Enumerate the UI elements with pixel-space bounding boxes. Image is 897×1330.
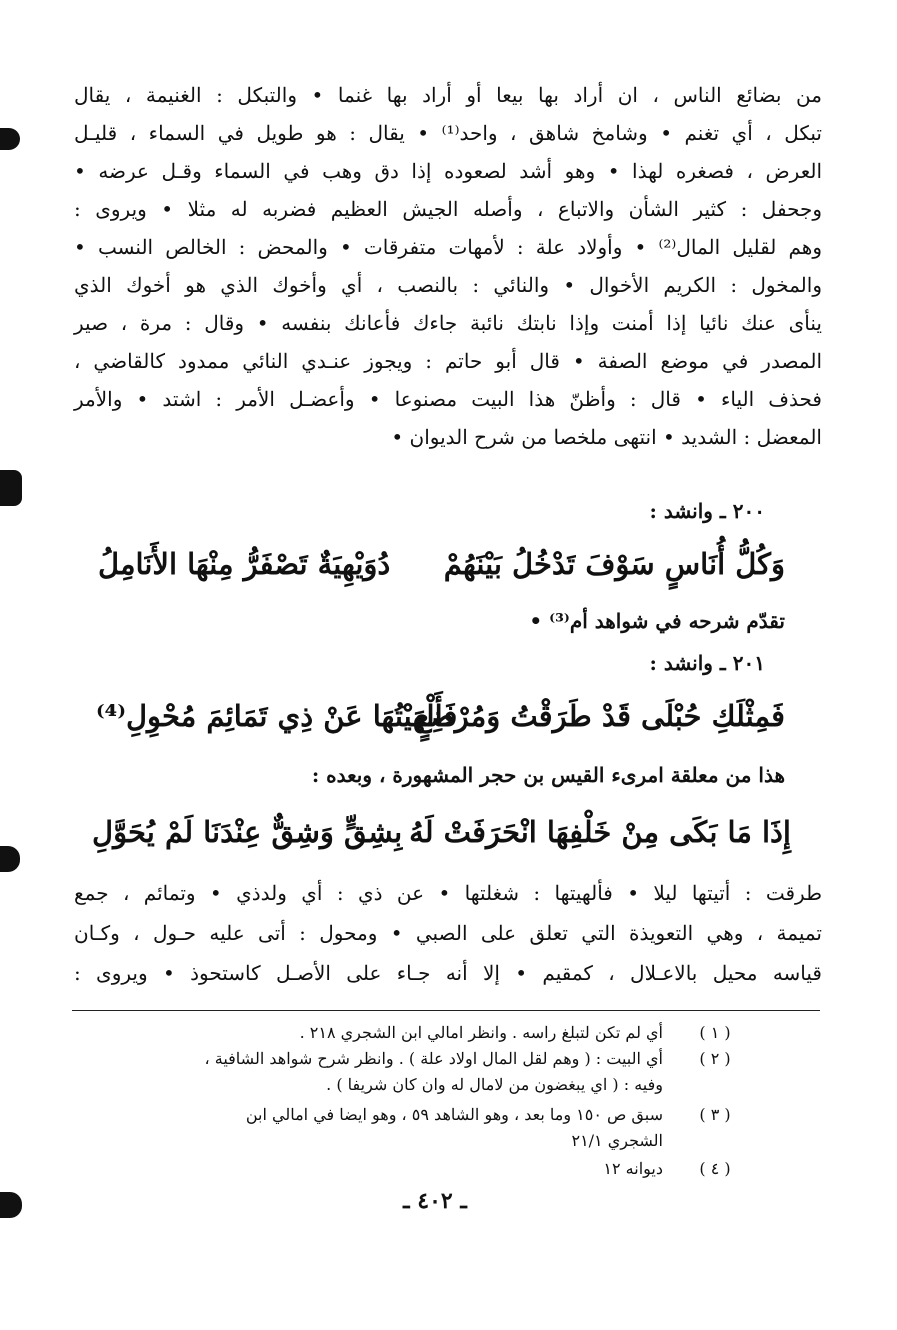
- section-heading: ٢٠٠ ـ وانشد :: [649, 499, 765, 523]
- section-heading: ٢٠١ ـ وانشد :: [649, 651, 765, 675]
- footnote-number: ( ٤ ): [699, 1159, 731, 1178]
- footnote-text: أي لم تكن لتبلغ راسه . وانظر امالي ابن الشجري ٢١٨ .: [299, 1023, 663, 1042]
- margin-mark: [0, 128, 20, 150]
- body-line: فحذف الياء • قال : وأظنّ هذا البيت مصنوعا • وأعضـل الأمر : اشتد • والأمر: [74, 387, 822, 411]
- body-line: وجحفل : كثير الشأن والاتباع ، وأصله الجيش العظيم فضربه له مثلا • ويروى :: [74, 197, 822, 221]
- gloss-line: قياسه محيل بالاعـلال ، كمقيم • إلا أنه جـاء على الأصـل كاستحوذ • ويروى :: [74, 961, 822, 985]
- body-line: والمخول : الكريم الأخوال • والنائي : بالنصب ، أي وأخوك الذي هو أخوك الذي: [74, 273, 822, 297]
- footnote-text: أي البيت : ( وهم لقل المال اولاد علة ) . وانظر شرح شواهد الشافية ،: [204, 1049, 663, 1068]
- margin-mark: [0, 1192, 22, 1218]
- gloss-line: تميمة ، وهي التعويذة التي تعلق على الصبي • ومحول : أتى عليه حـول ، وكـان: [74, 921, 822, 945]
- page-number: ـ ٤٠٢ ـ: [403, 1188, 467, 1214]
- verse-second-hemistich: دُوَيْهِيَةٌ تَصْفَرُّ مِنْهَا الأَنَامِلُ: [98, 547, 391, 581]
- margin-mark: [0, 846, 20, 872]
- footnote-number: ( ١ ): [699, 1023, 731, 1042]
- footnote-text: ديوانه ١٢: [603, 1159, 663, 1178]
- body-line: من بضائع الناس ، ان أراد بها بيعا أو أراد بها غنما • والتبكل : الغنيمة ، يقال: [74, 83, 822, 107]
- footnote-number: ( ٣ ): [699, 1105, 731, 1124]
- margin-mark: [0, 470, 22, 506]
- footnote-separator: [72, 1010, 820, 1011]
- verse-intro: هذا من معلقة امرىء القيس بن حجر المشهورة ، وبعده :: [311, 763, 785, 787]
- body-line: ينأى عنك نائيا إذا أمنت وإذا نابتك نائبة جاءك فأعانك بنفسه • وقال : مرة ، صير: [74, 311, 822, 335]
- body-line: العرض ، فصغره لهذا • وهو أشد لصعوده إذا دق وهب في السماء وقـل عرضه •: [74, 159, 822, 183]
- body-line: المصدر في موضع الصفة • قال أبو حاتم : ويجوز عنـدي النائي ممدود كالقاضي ،: [74, 349, 822, 373]
- body-line: المعضل : الشديد • انتهى ملخصا من شرح الديوان •: [391, 425, 822, 449]
- gloss-line: طرقت : أتيتها ليلا • فألهيتها : شغلتها • عن ذي : أي ولدذي • وتمائم ، جمع: [74, 881, 822, 905]
- verse-first-hemistich: وَكُلُّ أُنَاسٍ سَوْفَ تَدْخُلُ بَيْنَهُمْ: [443, 547, 785, 581]
- verse-note: تقدّم شرحه في شواهد أم⁽³⁾ •: [529, 609, 785, 633]
- body-line: وهم لقليل المال⁽²⁾ • وأولاد علة : لأمهات متفرقات • والمحض : الخالص النسب •: [74, 235, 823, 259]
- verse-first-hemistich: إِذَا مَا بَكَى مِنْ خَلْفِهَا انْحَرَفَتْ لَهُ: [409, 815, 791, 849]
- footnote-text: الشجري ٢١/١: [571, 1131, 663, 1150]
- footnote-text: سبق ص ١٥٠ وما بعد ، وهو الشاهد ٥٩ ، وهو ايضا في امالي ابن: [245, 1105, 663, 1124]
- footnote-text: وفيه : ( اي يبغضون من لامال له وان كان شريفا ) .: [326, 1075, 663, 1094]
- footnote-number: ( ٢ ): [699, 1049, 731, 1068]
- verse-second-hemistich: فَأَلْهَيْتُهَا عَنْ ذِي تَمَائِمَ مُحْوِلِ⁽⁴⁾: [96, 699, 458, 733]
- verse-first-hemistich: فَمِثْلَكِ حُبْلَى قَدْ طَرَقْتُ وَمُرْضِعٍ: [414, 699, 785, 733]
- verse-second-hemistich: بِشِقٍّ وَشِقٌّ عِنْدَنَا لَمْ يُحَوَّلِ: [92, 815, 403, 849]
- body-line: تبكل ، أي تغنم • وشامخ شاهق ، واحد⁽¹⁾ • يقال : هو طويل في السماء ، قليـل: [74, 121, 822, 145]
